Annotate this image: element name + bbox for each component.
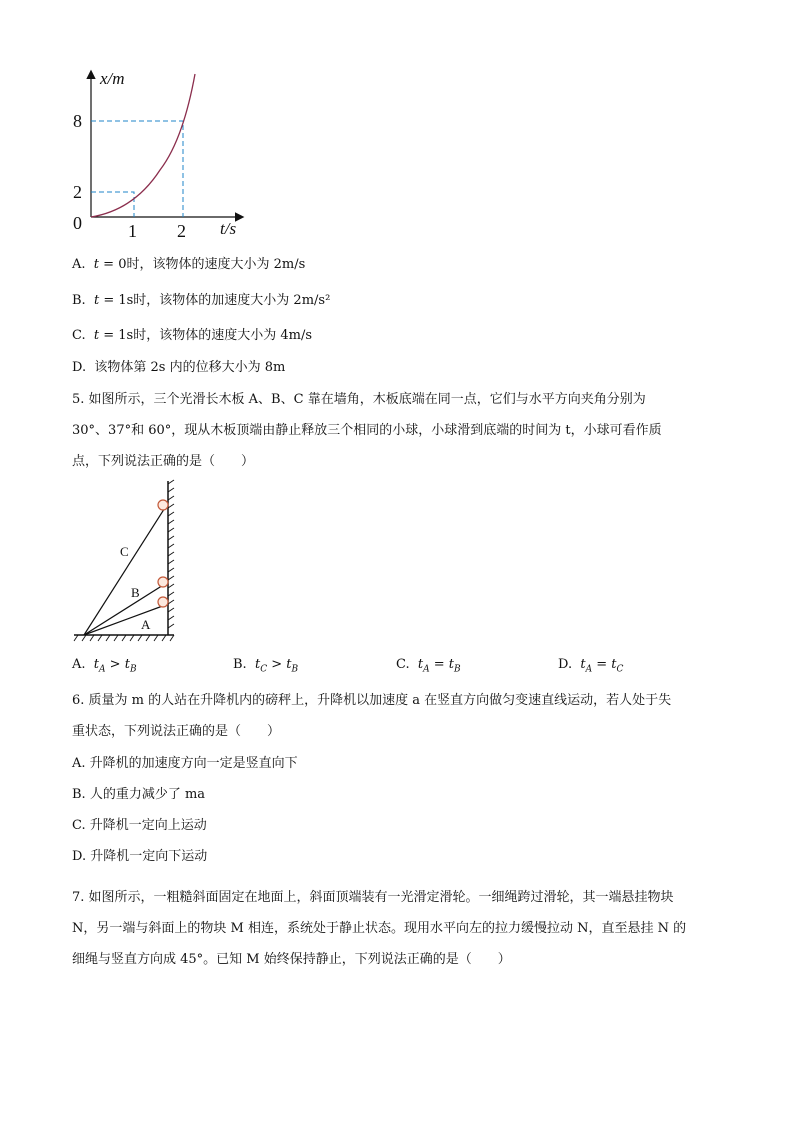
ball-b bbox=[158, 577, 168, 587]
y-axis-label: x/m bbox=[100, 69, 125, 88]
q5-option-a[interactable]: A. $t_A > t_B$ bbox=[72, 657, 137, 675]
ball-a bbox=[158, 597, 168, 607]
wall-hatching bbox=[168, 480, 174, 628]
q4-option-c[interactable]: C. t = 1s时，该物体的速度大小为 4m/s bbox=[72, 328, 313, 343]
q4-option-d[interactable]: D. 该物体第 2s 内的位移大小为 8m bbox=[72, 360, 286, 375]
q5-option-b[interactable]: B. $t_C > t_B$ bbox=[233, 657, 299, 675]
board-c bbox=[84, 503, 168, 635]
q5-stem-line-2: 30°、37°和 60°，现从木板顶端由静止释放三个相同的小球，小球滑到底端的时间为 t，小球可看作质 bbox=[72, 423, 662, 438]
q4-option-b[interactable]: B. t = 1s时，该物体的加速度大小为 2m/s² bbox=[72, 293, 331, 308]
x-tick-1: 1 bbox=[128, 221, 137, 241]
ground-hatching bbox=[74, 635, 174, 641]
label-b: B bbox=[131, 585, 140, 600]
x-t-graph bbox=[60, 60, 270, 245]
q5-stem-line-1: 5. 如图所示，三个光滑长木板 A、B、C 靠在墙角，木板底端在同一点，它们与水平方向夹角分别为 bbox=[72, 392, 646, 407]
q6-stem-line-2: 重状态，下列说法正确的是（ ） bbox=[72, 724, 281, 739]
inclined-boards-figure bbox=[70, 478, 190, 644]
x-tick-2: 2 bbox=[177, 221, 186, 241]
y-tick-2: 2 bbox=[73, 182, 82, 202]
q5-stem-line-3: 点，下列说法正确的是（ ） bbox=[72, 454, 255, 469]
x-axis-label: t/s bbox=[220, 219, 237, 238]
dashed-guide-2 bbox=[91, 192, 134, 217]
q6-stem-line-1: 6. 质量为 m 的人站在升降机内的磅秤上，升降机以加速度 a 在竖直方向做匀变速直线运动，若人处于失 bbox=[72, 693, 672, 708]
q7-stem-line-3: 细绳与竖直方向成 45°。已知 M 始终保持静止，下列说法正确的是（ ） bbox=[72, 952, 511, 967]
q6-option-a[interactable]: A. 升降机的加速度方向一定是竖直向下 bbox=[72, 756, 298, 771]
dashed-guide-8 bbox=[91, 121, 183, 217]
ball-c bbox=[158, 500, 168, 510]
label-a: A bbox=[141, 617, 151, 632]
q6-option-b[interactable]: B. 人的重力减少了 ma bbox=[72, 787, 206, 802]
q7-stem-line-2: N，另一端与斜面上的物块 M 相连，系统处于静止状态。现用水平向左的拉力缓慢拉动 N，直至悬挂 N 的 bbox=[72, 921, 687, 936]
q7-stem-line-1: 7. 如图所示，一粗糙斜面固定在地面上，斜面顶端装有一光滑定滑轮。一细绳跨过滑轮，其一端悬挂物块 bbox=[72, 890, 674, 905]
q5-option-c[interactable]: C. $t_A = t_B$ bbox=[396, 657, 461, 675]
y-tick-8: 8 bbox=[73, 111, 82, 131]
q4-option-a[interactable]: A. t = 0时，该物体的速度大小为 2m/s bbox=[72, 257, 306, 272]
label-c: C bbox=[120, 544, 129, 559]
q5-option-d[interactable]: D. $t_A = t_C$ bbox=[558, 657, 624, 675]
x-t-curve bbox=[91, 74, 195, 217]
q6-option-d[interactable]: D. 升降机一定向下运动 bbox=[72, 849, 208, 864]
origin-label: 0 bbox=[73, 213, 82, 233]
q6-option-c[interactable]: C. 升降机一定向上运动 bbox=[72, 818, 207, 833]
